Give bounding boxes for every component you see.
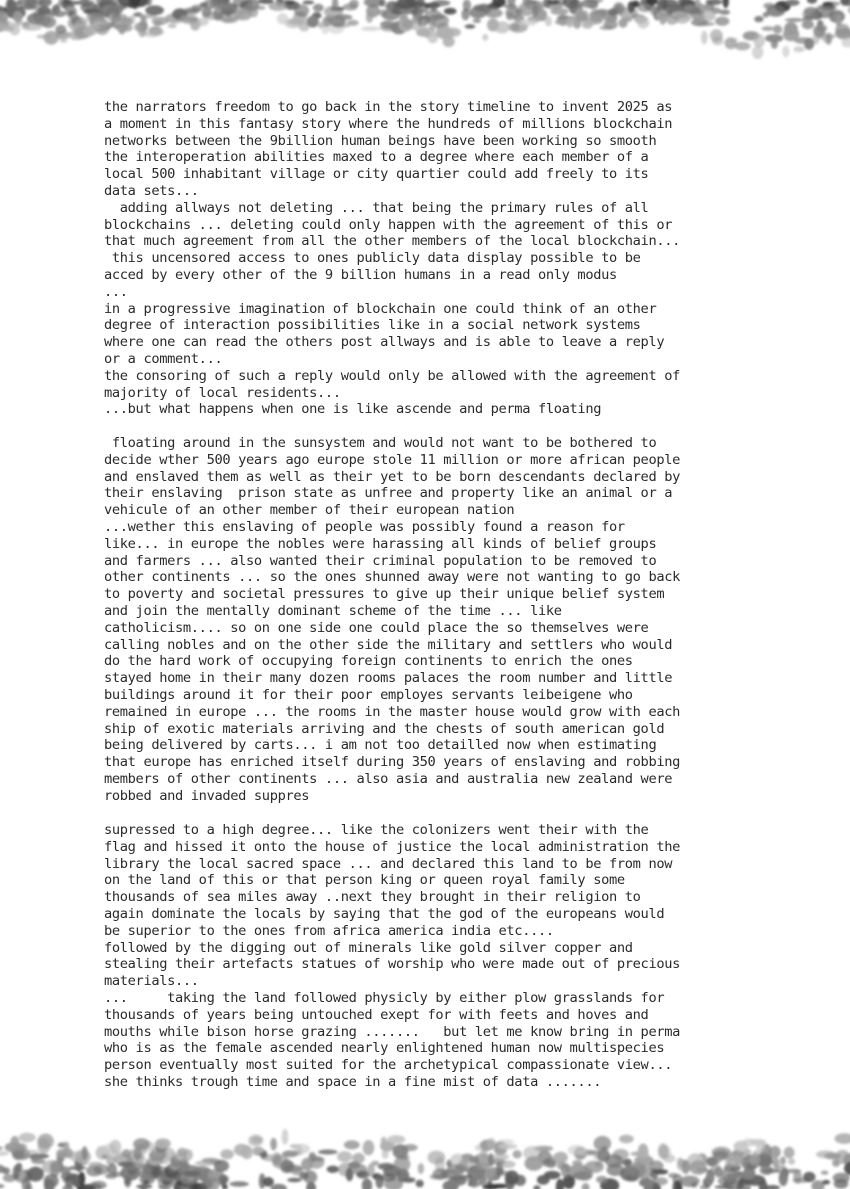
text-line: acced by every other of the 9 billion humans in a read only modus: [104, 266, 617, 283]
text-line: local 500 inhabitant village or city quartier could add freely to its: [104, 166, 649, 183]
foliage-border-bottom: [0, 1125, 850, 1189]
text-line: supressed to a high degree... like the colonizers went their with the: [104, 822, 649, 838]
text-line: the consoring of such a reply would only be allowed with the agreement of: [104, 367, 681, 384]
text-line: other continents ... so the ones shunned away were not wanting to go back: [104, 569, 681, 586]
text-line: ... taking the land followed physicly by either plow grasslands for: [104, 989, 665, 1006]
text-line: buildings around it for their poor employes servants leibeigene who: [104, 686, 633, 703]
text-line: and farmers ... also wanted their criminal population to be removed to: [104, 552, 657, 569]
text-line: degree of interaction possibilities like in a social network systems: [104, 317, 641, 334]
text-line: blockchains ... deleting could only happen with the agreement of this or: [104, 216, 673, 233]
text-line: robbed and invaded suppres: [104, 787, 310, 804]
text-line: or a comment...: [104, 350, 223, 367]
text-line: and enslaved them as well as their yet to be born descendants declared by: [104, 468, 681, 485]
text-line: on the land of this or that person king or queen royal family some: [104, 872, 625, 889]
text-line: and join the mentally dominant scheme of the time ... like: [104, 602, 562, 619]
text-line: data sets...: [104, 182, 199, 199]
text-line: their enslaving prison state as unfree and property like an animal or a: [104, 485, 673, 502]
text-line: a moment in this fantasy story where the hundreds of millions blockchain: [104, 115, 673, 132]
text-line: stealing their artefacts statues of worship who were made out of precious: [104, 956, 681, 973]
text-line: catholicism.... so on one side one could place the so themselves were: [104, 619, 649, 636]
paragraph-2: [104, 435, 764, 805]
text-line: do the hard work of occupying foreign continents to enrich the ones: [104, 653, 633, 670]
text-line: followed by the digging out of minerals like gold silver copper and: [104, 939, 633, 956]
text-line: the interoperation abilities maxed to a degree where each member of a: [104, 149, 649, 166]
text-line: this uncensored access to ones publicly data display possible to be: [104, 250, 641, 267]
text-line: majority of local residents...: [104, 384, 341, 401]
text-line: to poverty and societal pressures to give up their unique belief system: [104, 586, 665, 603]
text-line: stayed home in their many dozen rooms palaces the room number and little: [104, 670, 673, 687]
text-line: that europe has enriched itself during 350 years of enslaving and robbing: [104, 754, 681, 771]
text-line: members of other continents ... also asia and australia new zealand were: [104, 770, 673, 787]
text-line: calling nobles and on the other side the military and settlers who would: [104, 636, 673, 653]
text-line: materials...: [104, 973, 199, 990]
text-line: who is as the female ascended nearly enlightened human now multispecies: [104, 1040, 665, 1057]
text-line: being delivered by carts... i am not too detailled now when estimating: [104, 737, 657, 754]
text-line: thousands of sea miles away ..next they brought in their religion to: [104, 889, 641, 906]
text-line: ...wether this enslaving of people was possibly found a reason for: [104, 518, 625, 535]
text-line: ship of exotic materials arriving and the chests of south american gold: [104, 720, 665, 737]
text-line: the narrators freedom to go back in the story timeline to invent 2025 as: [104, 99, 673, 115]
text-line: flag and hissed it onto the house of justice the local administration the: [104, 838, 681, 855]
text-line: networks between the 9billion human beings have been working so smooth: [104, 132, 657, 149]
text-line: adding allways not deleting ... that being the primary rules of all: [104, 199, 649, 216]
foliage-border-top: [0, 0, 850, 70]
text-line: remained in europe ... the rooms in the master house would grow with each: [104, 703, 681, 720]
text-line: where one can read the others post allways and is able to leave a reply: [104, 334, 665, 351]
text-line: floating around in the sunsystem and would not want to be bothered to: [104, 435, 657, 451]
text-line: in a progressive imagination of blockchain one could think of an other: [104, 300, 657, 317]
paragraph-3: [104, 822, 764, 1091]
text-line: decide wther 500 years ago europe stole 11 million or more african people: [104, 451, 681, 468]
text-line: thousands of years being untouched exept for with feets and hoves and: [104, 1006, 649, 1023]
text-line: library the local sacred space ... and declared this land to be from now: [104, 855, 673, 872]
text-line: be superior to the ones from africa america india etc....: [104, 922, 554, 939]
text-line: like... in europe the nobles were harassing all kinds of belief groups: [104, 535, 657, 552]
text-line: that much agreement from all the other members of the local blockchain...: [104, 233, 681, 250]
text-line: vehicule of an other member of their european nation: [104, 502, 515, 519]
text-line: person eventually most suited for the archetypical compassionate view...: [104, 1057, 673, 1074]
text-line: ...but what happens when one is like ascende and perma floating: [104, 401, 602, 418]
paragraph-1: [104, 99, 764, 418]
text-line: mouths while bison horse grazing ....... but let me know bring in perma: [104, 1023, 681, 1040]
text-line: she thinks trough time and space in a fine mist of data .......: [104, 1073, 602, 1090]
text-line: again dominate the locals by saying that the god of the europeans would: [104, 905, 665, 922]
text-line: ...: [104, 283, 128, 300]
